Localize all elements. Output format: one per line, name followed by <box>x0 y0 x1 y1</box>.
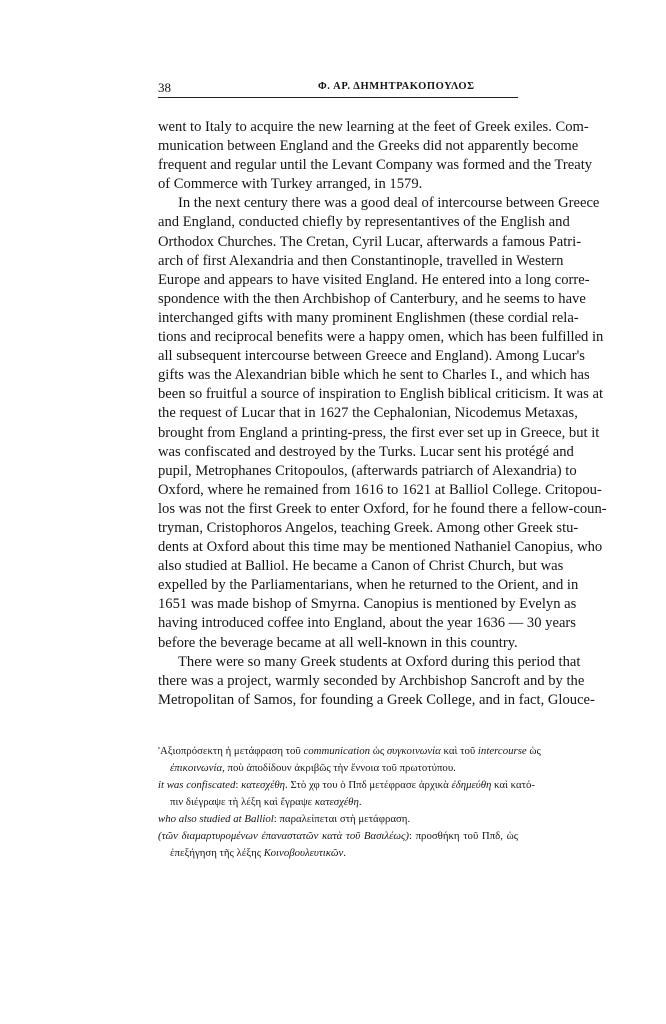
footnote-line <box>158 777 536 794</box>
text-line: all subsequent intercourse between Greece and England). Among Lucar's <box>158 348 585 365</box>
text-run: καὶ κατό- <box>491 779 536 791</box>
text-line: was confiscated and destroyed by the Turks. Lucar sent his protégé and <box>158 443 574 460</box>
text-line: arch of first Alexandria and then Constantinople, travelled in Western <box>158 252 564 269</box>
italic-run: ἐδημεύθη <box>451 779 492 791</box>
text-line: There were so many Greek students at Oxford during this period that <box>178 653 581 670</box>
text-line: tions and reciprocal benefits were a happy omen, which has been fulfilled in <box>158 329 604 346</box>
text-line: before the beverage became at all well-known in this country. <box>158 634 518 651</box>
text-line: los was not the first Greek to enter Oxford, for he found there a fellow-coun- <box>158 500 607 517</box>
page-header <box>158 80 518 96</box>
italic-run: it was confiscated <box>158 779 236 791</box>
text-line: 1651 was made bishop of Smyrna. Canopius is mentioned by Evelyn as <box>158 596 577 613</box>
italic-run: communication <box>303 745 371 757</box>
text-run: . Στὸ χφ του ὁ Ππδ μετέφρασε ἀρχικὰ <box>285 779 452 791</box>
text-line: Metropolitan of Samos, for founding a Greek College, and in fact, Glouce- <box>158 691 595 708</box>
text-run: 'Αξιοπρόσεκτη ἡ μετάφραση τοῦ <box>158 745 304 757</box>
text-line: interchanged gifts with many prominent Englishmen (these cordial rela- <box>158 309 579 326</box>
text-run: πιν διέγραψε τὴ λέξη καὶ ἔγραψε <box>170 796 315 808</box>
footnote <box>158 828 518 862</box>
text-line: munication between England and the Greeks did not apparently become <box>158 138 579 155</box>
main-text <box>158 118 607 710</box>
text-line: Oxford, where he remained from 1616 to 1621 at Balliol College. Critopou- <box>158 481 602 498</box>
italic-run: κατεσχέθη <box>314 796 359 808</box>
text-line: spondence with the then Archbishop of Canterbury, and he seems to have <box>158 290 586 307</box>
text-run: ὡς <box>526 745 541 757</box>
italic-run: who also studied at Balliol <box>158 813 274 825</box>
text-line: and England, conducted chiefly by representantives of the English and <box>158 214 570 231</box>
text-run: ὡς <box>370 745 387 757</box>
paragraph <box>158 194 607 652</box>
text-line: Orthodox Churches. The Cretan, Cyril Lucar, afterwards a famous Patri- <box>158 233 582 250</box>
text-line: been so fruitful a source of inspiration to English biblical criticism. It was at <box>158 386 604 403</box>
text-line: went to Italy to acquire the new learning at the feet of Greek exiles. Com- <box>158 119 589 135</box>
text-run: : προσθήκη τοῦ Ππδ, ὡς <box>408 830 518 842</box>
footnote <box>158 777 536 811</box>
text-line: In the next century there was a good deal of intercourse between Greece <box>178 195 600 212</box>
text-line: dents at Oxford about this time may be mentioned Nathaniel Canopius, who <box>158 539 603 556</box>
text-run: , ποὺ ἀποδίδουν ἀκριβῶς τὴν ἔννοια τοῦ πρωτοτύπου. <box>222 762 456 774</box>
text-line: of Commerce with Turkey arranged, in 1579. <box>158 176 423 193</box>
text-line: expelled by the Parliamentarians, when he returned to the Orient, and in <box>158 577 579 594</box>
italic-run: συγκοινωνία <box>386 745 441 757</box>
text-run: ἐπεξήγηση τῆς λέξης <box>170 847 264 859</box>
text-line: frequent and regular until the Levant Company was formed and the Treaty <box>158 157 593 174</box>
page-number: 38 <box>158 80 171 95</box>
footnote-line <box>158 845 518 862</box>
italic-run: Κοινοβουλευτικῶν <box>263 847 344 859</box>
footnote <box>158 811 518 828</box>
text-run: . <box>343 847 346 859</box>
text-line: tryman, Cristophoros Angelos, teaching Greek. Among other Greek stu- <box>158 519 579 536</box>
text-run: : παραλείπεται στὴ μετάφραση. <box>273 813 411 825</box>
italic-run: (τῶν διαμαρτυρομένων ἐπαναστατῶν κατὰ τοῦ Βασιλέως) <box>158 830 409 842</box>
paragraph <box>158 118 593 194</box>
text-line: brought from England a printing-press, the first ever set up in Greece, but it <box>158 424 600 441</box>
footnote-line <box>158 828 518 845</box>
footnote-line <box>158 743 541 760</box>
text-line: Europe and appears to have visited England. He entered into a long corre- <box>158 271 590 288</box>
footnotes <box>158 743 541 862</box>
text-line: the request of Lucar that in 1627 the Cephalonian, Nicodemus Metaxas, <box>158 405 578 422</box>
italic-run: κατεσχέθη <box>241 779 286 791</box>
text-run: . <box>358 796 362 808</box>
text-run: καὶ τοῦ <box>440 745 478 757</box>
text-line: having introduced coffee into England, about the year 1636 — 30 years <box>158 615 576 632</box>
text-line: there was a project, warmly seconded by Archbishop Sancroft and by the <box>158 672 585 689</box>
footnote-line <box>158 760 518 777</box>
text-line: pupil, Metrophanes Critopoulos, (afterwards patriarch of Alexandria) to <box>158 462 577 479</box>
text-line: also studied at Balliol. He became a Canon of Christ Church, but was <box>158 558 564 575</box>
text-run: : <box>235 779 242 791</box>
paragraph <box>158 653 595 710</box>
header-rule <box>158 97 518 98</box>
italic-run: intercourse <box>477 745 527 757</box>
italic-run: ἐπικοινωνία <box>170 762 223 774</box>
footnote-line <box>158 811 518 828</box>
footnote-line <box>158 794 518 811</box>
text-line: gifts was the Alexandrian bible which he sent to Charles I., and which has <box>158 367 590 384</box>
running-head: Φ. ΑΡ. ΔΗΜΗΤΡΑΚΟΠΟΥΛΟΣ <box>318 81 475 92</box>
footnote <box>158 743 541 777</box>
